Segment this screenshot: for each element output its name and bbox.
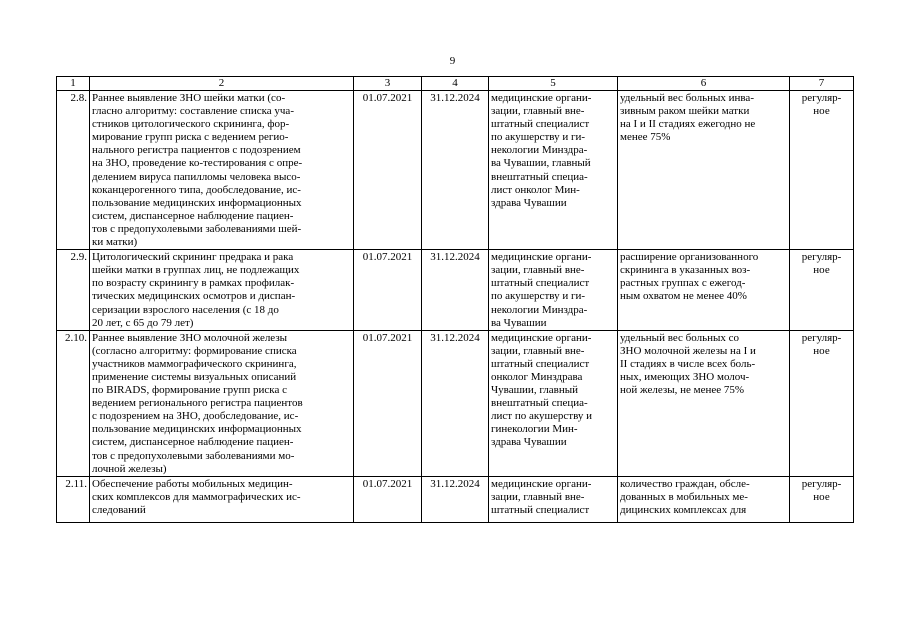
measure-description [90, 91, 354, 250]
cell-text-line: медицинские органи- [491, 251, 592, 264]
column-header: 7 [790, 77, 854, 91]
cell-text-line: внештатный специа- [491, 397, 588, 410]
cell-text-line: Раннее выявление ЗНО молочной железы [92, 331, 288, 344]
cell-text-line: (согласно алгоритму: формирование списка [92, 344, 297, 357]
responsible-executors [489, 91, 618, 250]
cell-text-line: 20 лет, с 65 до 79 лет) [92, 316, 194, 329]
responsible-executors [489, 476, 618, 522]
cell-text-line: коканцерогенного типа, дообследование, ис- [92, 183, 301, 196]
cell-text-line: ки матки) [92, 236, 138, 249]
cell-text-line: Чувашии, главный [491, 384, 579, 397]
frequency [790, 476, 854, 522]
end-date: 31.12.2024 [422, 250, 489, 331]
cell-text-line: зивным раком шейки матки [620, 105, 750, 118]
cell-text-line: некологии Минздра- [491, 144, 588, 157]
cell-text-line: лист по акушерству и [491, 410, 593, 423]
cell-text-line: зации, главный вне- [491, 264, 585, 277]
cell-text-line: тов с предопухолевыми заболеваниями мо- [92, 449, 295, 462]
cell-text-line: лочной железы) [92, 462, 167, 475]
cell-text-line: по BIRADS, формирование групп риска с [92, 384, 287, 397]
cell-text-line: нального регистра пациентов с подозрением [92, 144, 301, 157]
cell-text-line: на ЗНО, проведение ко-тестирования с опре- [92, 157, 303, 170]
cell-text-line: применение системы визуальных описаний [92, 370, 297, 383]
cell-text-line: ведением регионального регистра пациентов [92, 397, 303, 410]
cell-text-line: по акушерству и ги- [491, 290, 586, 303]
frequency [790, 330, 854, 476]
cell-text-line: онколог Минздрава [491, 370, 583, 383]
cell-text-line: количество граждан, обсле- [620, 477, 750, 490]
cell-text-line: ное [813, 264, 830, 277]
cell-text-line: штатный специалист [491, 118, 590, 131]
cell-text-line: систем, диспансерное наблюдение пациен- [92, 436, 294, 449]
cell-text-line: тических медицинских осмотров и диспан- [92, 290, 296, 303]
cell-text-line: зации, главный вне- [491, 105, 585, 118]
cell-text-line: регуляр- [801, 92, 842, 104]
cell-text-line: стников цитологического скрининга, фор- [92, 118, 290, 131]
column-header: 6 [618, 77, 790, 91]
expected-result [618, 250, 790, 331]
row-number: 2.10. [57, 330, 90, 476]
row-number: 2.9. [57, 250, 90, 331]
cell-text-line: зации, главный вне- [491, 344, 585, 357]
measure-description [90, 250, 354, 331]
cell-text-line: Раннее выявление ЗНО шейки матки (со- [92, 92, 286, 104]
cell-text-line: ва Чувашии, главный [491, 157, 591, 170]
frequency [790, 250, 854, 331]
start-date: 01.07.2021 [354, 91, 422, 250]
cell-text-line: гинекологии Мин- [491, 423, 578, 436]
column-header: 2 [90, 77, 354, 91]
cell-text-line: медицинские органи- [491, 331, 592, 344]
cell-text-line: дицинских комплексах для [620, 503, 747, 516]
cell-text-line: Цитологический скрининг предрака и рака [92, 251, 294, 264]
cell-text-line: расширение организованного [620, 251, 759, 264]
expected-result [618, 476, 790, 522]
cell-text-line: ным охватом не менее 40% [620, 290, 747, 303]
expected-result [618, 91, 790, 250]
start-date: 01.07.2021 [354, 476, 422, 522]
cell-text-line: на I и II стадиях ежегодно не [620, 118, 756, 131]
responsible-executors [489, 330, 618, 476]
cell-text-line: ва Чувашии [491, 316, 547, 329]
cell-text-line: тов с предопухолевыми заболеваниями шей- [92, 222, 302, 235]
column-header: 1 [57, 77, 90, 91]
cell-text-line: шейки матки в группах лиц, не подлежащих [92, 264, 300, 277]
column-header: 5 [489, 77, 618, 91]
cell-text-line: с подозрением на ЗНО, дообследование, ис- [92, 410, 299, 423]
cell-text-line: здрава Чувашии [491, 436, 567, 449]
cell-text-line: II стадиях в числе всех боль- [620, 357, 756, 370]
table-row [57, 476, 854, 522]
cell-text-line: ное [813, 344, 830, 357]
cell-text-line: ной железы, не менее 75% [620, 384, 745, 397]
cell-text-line: штатный специалист [491, 277, 590, 290]
start-date: 01.07.2021 [354, 330, 422, 476]
cell-text-line: скрининга в указанных воз- [620, 264, 751, 277]
cell-text-line: растных группах с ежегод- [620, 277, 746, 290]
cell-text-line: удельный вес больных со [620, 331, 739, 344]
row-number: 2.8. [57, 91, 90, 250]
column-header: 3 [354, 77, 422, 91]
cell-text-line: делением вируса папилломы человека высо- [92, 170, 301, 183]
cell-text-line: некологии Минздра- [491, 303, 588, 316]
measure-description [90, 330, 354, 476]
row-number: 2.11. [57, 476, 90, 522]
cell-text-line: следований [92, 503, 146, 516]
cell-text-line: медицинские органи- [491, 477, 592, 490]
table-header-row [57, 77, 854, 91]
end-date: 31.12.2024 [422, 476, 489, 522]
cell-text-line: штатный специалист [491, 503, 590, 516]
column-header: 4 [422, 77, 489, 91]
cell-text-line: лист онколог Мин- [491, 183, 580, 196]
cell-text-line: ное [813, 490, 830, 503]
cell-text-line: ных, имеющих ЗНО молоч- [620, 370, 750, 383]
cell-text-line: менее 75% [620, 131, 671, 144]
cell-text-line: мирование групп риска с ведением регио- [92, 131, 289, 144]
cell-text-line: Обеспечение работы мобильных медицин- [92, 477, 293, 490]
end-date: 31.12.2024 [422, 330, 489, 476]
cell-text-line: ЗНО молочной железы на I и [620, 344, 756, 357]
cell-text-line: дованных в мобильных ме- [620, 490, 748, 503]
responsible-executors [489, 250, 618, 331]
table-row [57, 250, 854, 331]
frequency [790, 91, 854, 250]
cell-text-line: по акушерству и ги- [491, 131, 586, 144]
cell-text-line: серизации взрослого населения (с 18 до [92, 303, 279, 316]
cell-text-line: медицинские органи- [491, 92, 592, 104]
cell-text-line: внештатный специа- [491, 170, 588, 183]
cell-text-line: регуляр- [801, 251, 842, 264]
cell-text-line: ских комплексов для маммографических ис- [92, 490, 301, 503]
cell-text-line: зации, главный вне- [491, 490, 585, 503]
cell-text-line: по возрасту скринингу в рамках профилак- [92, 277, 295, 290]
measures-table [56, 76, 854, 523]
table-row [57, 330, 854, 476]
cell-text-line: пользование медицинских информационных [92, 196, 302, 209]
cell-text-line: здрава Чувашии [491, 196, 567, 209]
end-date: 31.12.2024 [422, 91, 489, 250]
table-row [57, 91, 854, 250]
cell-text-line: пользование медицинских информационных [92, 423, 302, 436]
page-number: 9 [449, 55, 456, 67]
start-date: 01.07.2021 [354, 250, 422, 331]
cell-text-line: удельный вес больных инва- [620, 92, 754, 104]
measure-description [90, 476, 354, 522]
cell-text-line: регуляр- [801, 477, 842, 490]
cell-text-line: регуляр- [801, 331, 842, 344]
cell-text-line: систем, диспансерное наблюдение пациен- [92, 209, 294, 222]
cell-text-line: штатный специалист [491, 357, 590, 370]
cell-text-line: участников маммографического скрининга, [92, 357, 297, 370]
expected-result [618, 330, 790, 476]
cell-text-line: ное [813, 105, 830, 118]
cell-text-line: гласно алгоритму: составление списка уча- [92, 105, 294, 118]
